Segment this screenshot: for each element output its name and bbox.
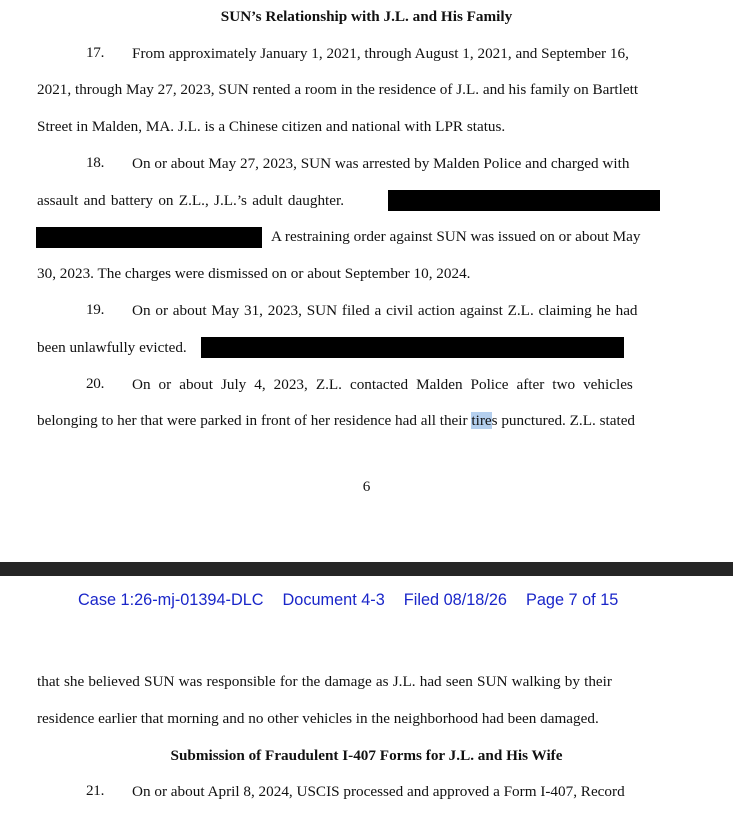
page-indicator: Page 7 of 15	[525, 591, 619, 609]
paragraph-line: belonging to her that were parked in front of her residence had all their tires punctured. Z.L. stated	[37, 412, 636, 429]
paragraph-number: 19.	[86, 301, 105, 318]
paragraph-line: 30, 2023. The charges were dismissed on or about September 10, 2024.	[37, 265, 471, 282]
section-heading: Submission of Fraudulent I-407 Forms for J.L. and His Wife	[170, 747, 563, 764]
paragraph-line: A restraining order against SUN was issued on or about May	[271, 228, 641, 245]
paragraph-number: 21.	[86, 782, 105, 799]
paragraph-line-cut	[37, 819, 661, 825]
paragraph-line: residence earlier that morning and no other vehicles in the neighborhood had been damaged.	[37, 710, 599, 727]
paragraph-line: From approximately January 1, 2021, through August 1, 2021, and September 16,	[132, 45, 629, 62]
paragraph-line: On or about May 31, 2023, SUN filed a civil action against Z.L. claiming he had	[132, 302, 638, 319]
section-heading: SUN’s Relationship with J.L. and His Family	[220, 8, 513, 25]
paragraph-line: that she believed SUN was responsible for the damage as J.L. had seen SUN walking by their	[37, 673, 612, 690]
paragraph-line: On or about May 27, 2023, SUN was arrested by Malden Police and charged with	[132, 155, 630, 172]
paragraph-line: 2021, through May 27, 2023, SUN rented a room in the residence of J.L. and his family on Bartlett	[37, 81, 639, 98]
paragraph-number: 17.	[86, 44, 105, 61]
paragraph-line: assault and battery on Z.L., J.L.’s adult daughter.	[37, 192, 345, 209]
paragraph-number: 18.	[86, 154, 105, 171]
paragraph-line: Street in Malden, MA. J.L. is a Chinese citizen and national with LPR status.	[37, 118, 506, 135]
page-divider	[0, 562, 733, 576]
page-7	[0, 576, 733, 826]
filed-date: Filed 08/18/26	[403, 591, 507, 609]
paragraph-number: 20.	[86, 375, 105, 392]
text-selection[interactable]: tire	[471, 412, 492, 429]
paragraph-line: been unlawfully evicted.	[37, 339, 187, 356]
paragraph-line: On or about July 4, 2023, Z.L. contacted Malden Police after two vehicles	[132, 376, 633, 393]
paragraph-line: On or about April 8, 2024, USCIS processed and approved a Form I-407, Record	[132, 783, 625, 800]
redaction-box	[388, 190, 660, 211]
page-number: 6	[362, 478, 371, 495]
document-number: Document 4-3	[282, 591, 385, 609]
case-number: Case 1:26-mj-01394-DLC	[78, 591, 264, 609]
redaction-box	[36, 227, 262, 248]
redaction-box	[201, 337, 624, 358]
